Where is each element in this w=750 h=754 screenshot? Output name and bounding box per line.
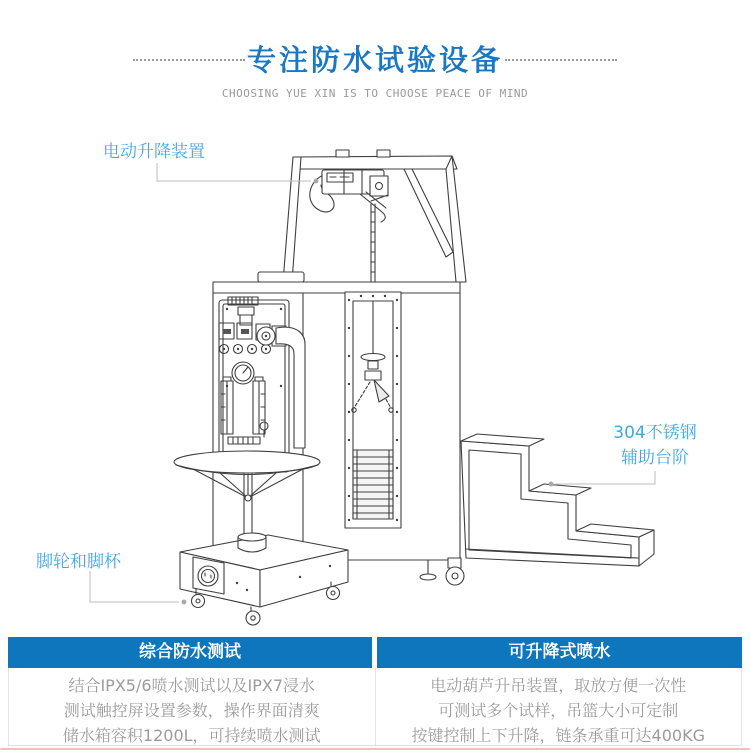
liftable-spray-line-2: 可测试多个试样，吊篮大小可定制 [438,701,679,720]
table-header-liftable-spray: 可升降式喷水 [377,637,742,668]
waterproof-test-line-1: 结合IPX5/6喷水测试以及IPX7浸水 [68,676,316,695]
table-cell-waterproof-test [9,668,376,745]
page-title: 专注防水试验设备 [246,43,503,77]
info-table-headers [8,637,742,668]
table-cell-liftable-spray [376,668,742,745]
callout-steel-steps-line1: 304不锈钢 [613,423,697,443]
bottom-accent-line [0,748,750,750]
liftable-spray-line-1: 电动葫芦升吊装置，取放方便一次性 [430,676,687,695]
callout-casters-label: 脚轮和脚杯 [36,552,121,572]
control-panel [219,297,289,472]
callout-steel-steps-label [585,421,725,471]
test-chamber-window [345,292,401,528]
callout-steel-steps-line2: 辅助台阶 [621,448,689,468]
caster-base-box [180,533,348,625]
callout-electric-lift-label: 电动升降装置 [103,142,205,162]
cabinet-feet [420,558,464,585]
electric-hoist [310,170,388,282]
liftable-spray-line-3: 按键控制上下升降，链条承重可达400KG [411,726,705,745]
info-table-body [8,668,742,746]
table-header-waterproof-test: 综合防水测试 [8,637,372,668]
page-subtitle: CHOOSING YUE XIN IS TO CHOOSE PEACE OF MIND [221,87,529,100]
waterproof-test-line-2: 测试触控屏设置参数，操作界面清爽 [63,701,320,720]
waterproof-test-line-3: 储水箱容积1200L，可持续喷水测试 [62,726,321,745]
